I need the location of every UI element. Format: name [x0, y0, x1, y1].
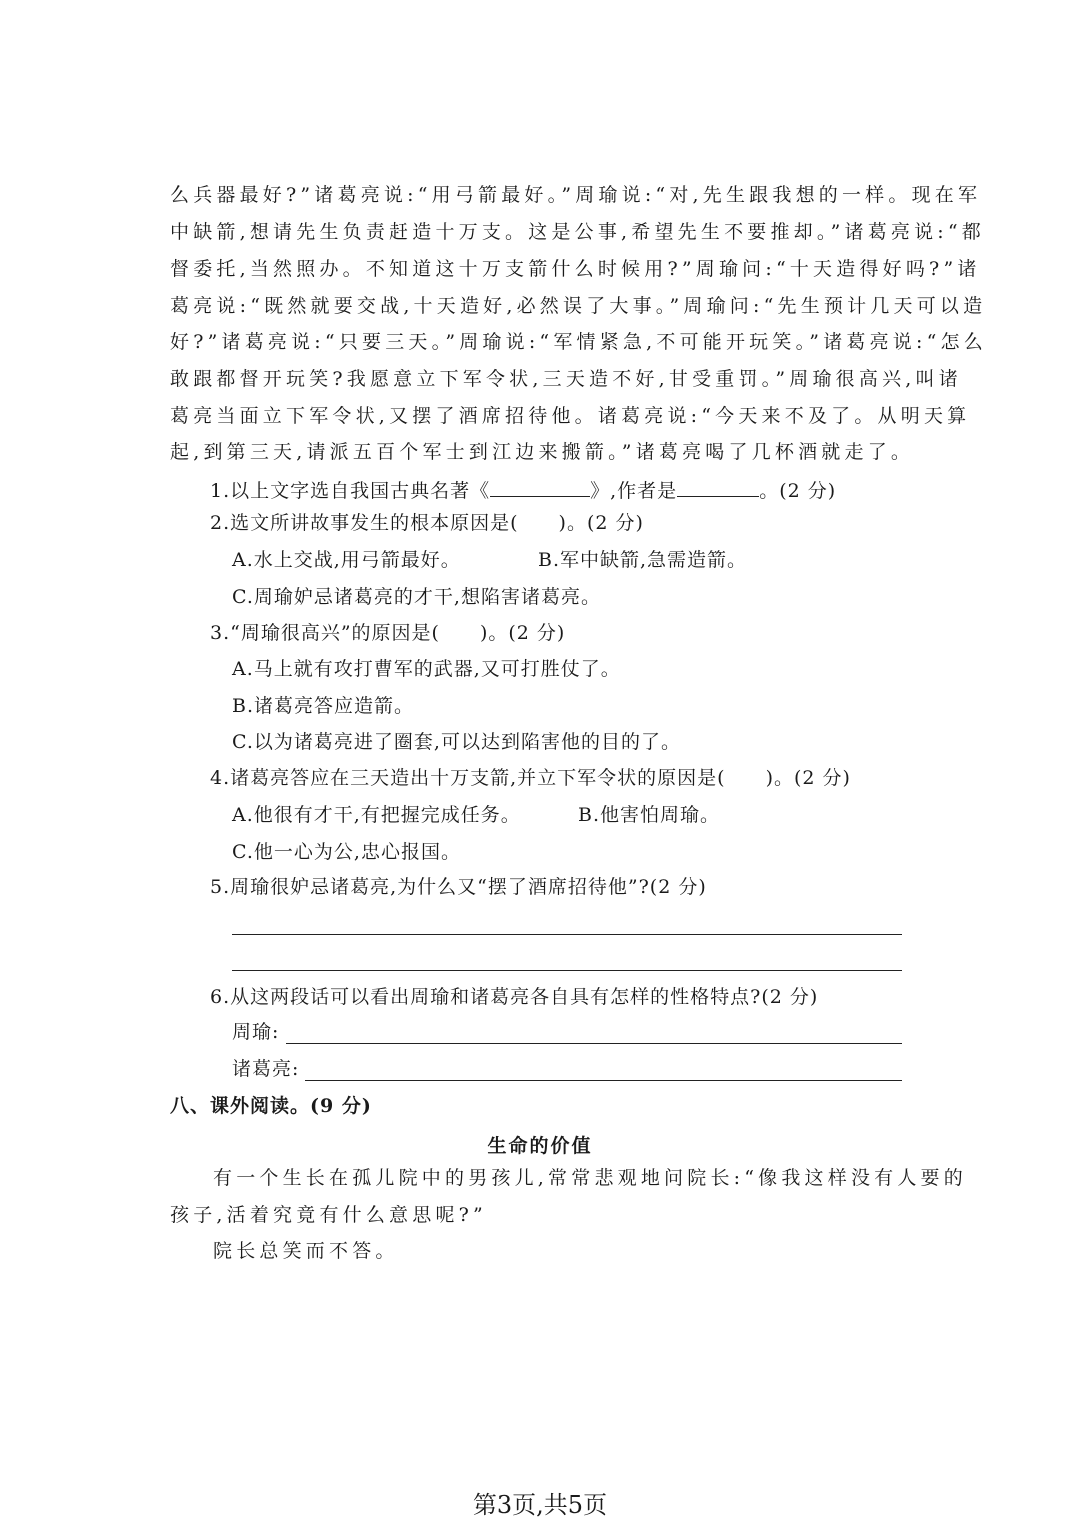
q6-zhouyu-answer-line[interactable]: [286, 1043, 902, 1044]
q6-label-zhugeliang: 诸葛亮:: [232, 1058, 300, 1080]
q3-option-a: A.马上就有攻打曹军的武器,又可打胜仗了。: [232, 658, 621, 680]
q1-suffix: 。(2 分): [759, 480, 837, 502]
section-8-heading: 八、课外阅读。(9 分): [170, 1095, 372, 1117]
q2-option-c: C.周瑜妒忌诸葛亮的才干,想陷害诸葛亮。: [232, 586, 601, 608]
q4-option-a: A.他很有才干,有把握完成任务。: [232, 804, 521, 826]
story-para1-line1: 有一个生长在孤儿院中的男孩儿,常常悲观地问院长:“像我这样没有人要的: [213, 1167, 967, 1189]
story-para1-line2: 孩子,活着究竟有什么意思呢?”: [170, 1204, 487, 1226]
question-6-stem: 6.从这两段话可以看出周瑜和诸葛亮各自具有怎样的性格特点?(2 分): [210, 986, 819, 1008]
q2-option-b: B.军中缺箭,急需造箭。: [538, 549, 748, 571]
q1-author-blank[interactable]: [677, 478, 759, 497]
q1-book-blank[interactable]: [490, 478, 590, 497]
question-2-stem: 2.选文所讲故事发生的根本原因是( )。(2 分): [210, 512, 644, 534]
q4-option-b: B.他害怕周瑜。: [578, 804, 721, 826]
q3-option-b: B.诸葛亮答应造箭。: [232, 695, 415, 717]
story-para2: 院长总笑而不答。: [213, 1240, 399, 1262]
question-4-stem: 4.诸葛亮答应在三天造出十万支箭,并立下军令状的原因是( )。(2 分): [210, 767, 851, 789]
passage-line-4: 葛亮说:“既然就要交战,十天造好,必然误了大事。”周瑜问:“先生预计几天可以造: [170, 295, 987, 317]
q1-middle: 》,作者是: [590, 480, 678, 502]
question-3-stem: 3.“周瑜很高兴”的原因是( )。(2 分): [210, 622, 566, 644]
q2-option-a: A.水上交战,用弓箭最好。: [232, 549, 461, 571]
q5-answer-line-1[interactable]: [232, 934, 902, 935]
q5-answer-line-2[interactable]: [232, 970, 902, 971]
passage-line-8: 起,到第三天,请派五百个军士到江边来搬箭。”诸葛亮喝了几杯酒就走了。: [170, 441, 915, 463]
question-5-stem: 5.周瑜很妒忌诸葛亮,为什么又“摆了酒席招待他”?(2 分): [210, 876, 707, 898]
passage-line-5: 好?”诸葛亮说:“只要三天。”周瑜说:“军情紧急,不可能开玩笑。”诸葛亮说:“怎么: [170, 331, 987, 353]
passage-line-7: 葛亮当面立下军令状,又摆了酒席招待他。诸葛亮说:“今天来不及了。从明天算: [170, 405, 971, 427]
q6-zhugeliang-answer-line[interactable]: [305, 1080, 902, 1081]
passage-line-6: 敢跟都督开玩笑?我愿意立下军令状,三天造不好,甘受重罚。”周瑜很高兴,叫诸: [170, 368, 962, 390]
q3-option-c: C.以为诸葛亮进了圈套,可以达到陷害他的目的了。: [232, 731, 681, 753]
page-number: 第3页,共5页: [472, 1491, 608, 1519]
story-title: 生命的价值: [487, 1135, 593, 1157]
passage-line-1: 么兵器最好?”诸葛亮说:“用弓箭最好。”周瑜说:“对,先生跟我想的一样。现在军: [170, 184, 982, 206]
q6-label-zhouyu: 周瑜:: [232, 1021, 280, 1043]
question-1: [210, 478, 836, 501]
q4-option-c: C.他一心为公,忠心报国。: [232, 841, 461, 863]
q1-prefix: 1.以上文字选自我国古典名著《: [210, 480, 491, 502]
passage-line-3: 督委托,当然照办。不知道这十万支箭什么时候用?”周瑜问:“十天造得好吗?”诸: [170, 258, 981, 280]
passage-line-2: 中缺箭,想请先生负责赶造十万支。这是公事,希望先生不要推却。”诸葛亮说:“都: [170, 221, 986, 243]
